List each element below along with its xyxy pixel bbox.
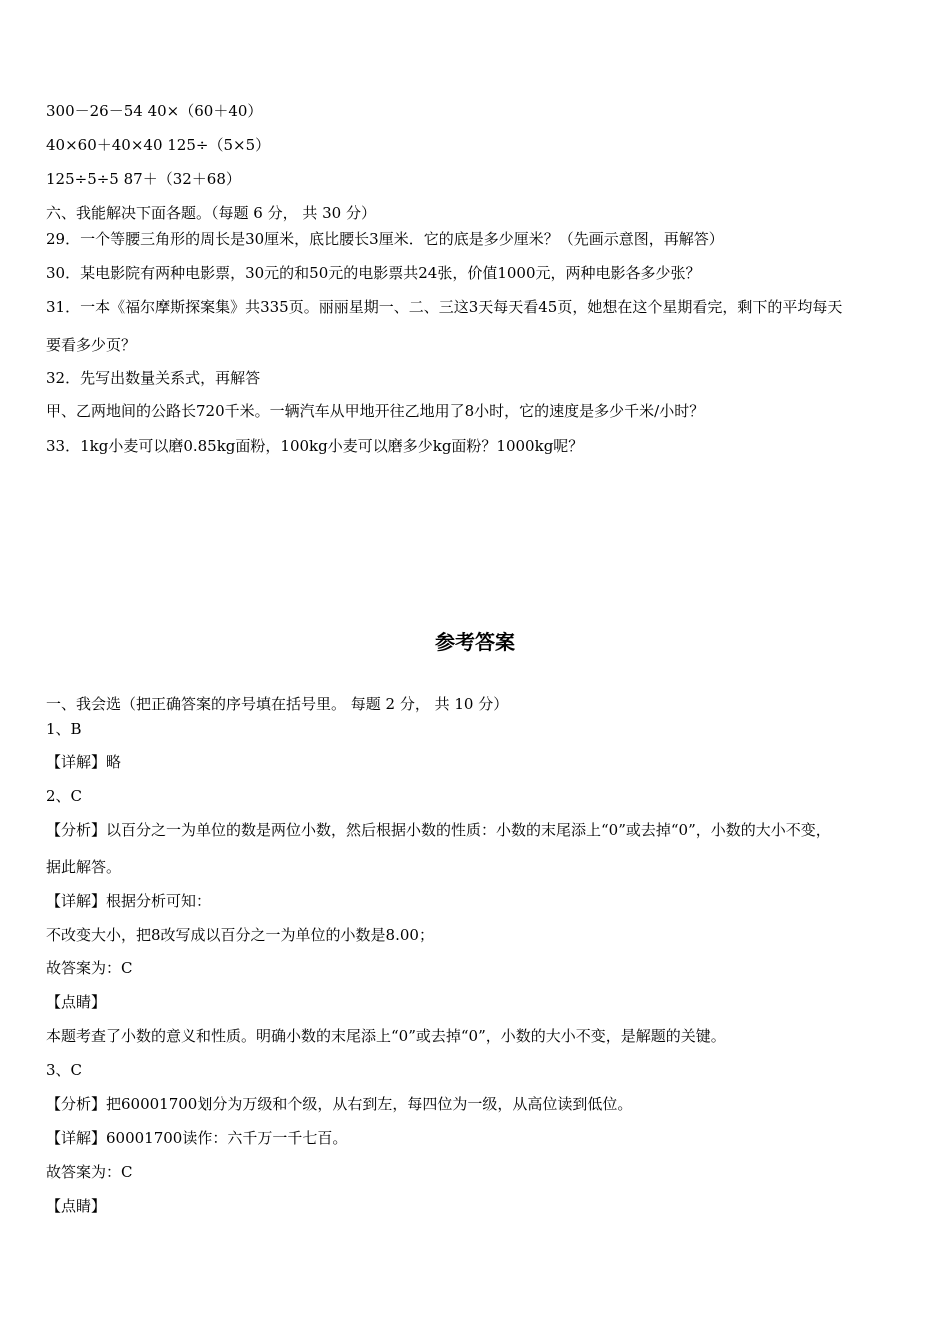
answers-section-1-heading: 一、我会选（把正确答案的序号填在括号里。 每题 2 分， 共 10 分） — [46, 695, 509, 713]
question-calc-row-3: 125÷5÷5 87＋（32＋68） — [46, 170, 241, 188]
question-32: 32．先写出数量关系式，再解答 — [46, 369, 261, 387]
question-32-body: 甲、乙两地间的公路长720千米。一辆汽车从甲地开往乙地用了8小时，它的速度是多少千米/小时？ — [46, 402, 705, 420]
answer-2-detail-body: 不改变大小，把8改写成以百分之一为单位的小数是8.00； — [46, 926, 434, 944]
question-31-line-2: 要看多少页？ — [46, 336, 137, 354]
question-33: 33．1kg小麦可以磨0.85kg面粉，100kg小麦可以磨多少kg面粉？1000kg呢？ — [46, 437, 584, 455]
question-29: 29．一个等腰三角形的周长是30厘米，底比腰长3厘米．它的底是多少厘米？（先画示意图，再解答） — [46, 230, 724, 248]
answer-2-analysis-line-2: 据此解答。 — [46, 858, 122, 876]
answer-3-detail: 【详解】60001700读作：六千万一千七百。 — [46, 1129, 348, 1147]
answer-2-conclusion: 故答案为：C — [46, 959, 133, 977]
section-6-heading: 六、我能解决下面各题。（每题 6 分， 共 30 分） — [46, 204, 376, 222]
question-30: 30．某电影院有两种电影票，30元的和50元的电影票共24张，价值1000元，两种电影各多少张？ — [46, 264, 701, 282]
answers-title: 参考答案 — [435, 630, 515, 654]
answer-2: 2、C — [46, 787, 83, 805]
answer-3-conclusion: 故答案为：C — [46, 1163, 133, 1181]
answer-2-analysis-line-1: 【分析】以百分之一为单位的数是两位小数，然后根据小数的性质：小数的末尾添上“0”或去掉“0”，小数的大小不变， — [46, 821, 831, 839]
answer-3-comment-label: 【点睛】 — [46, 1197, 107, 1215]
answer-1-detail: 【详解】略 — [46, 753, 122, 771]
answer-2-comment: 本题考查了小数的意义和性质。明确小数的末尾添上“0”或去掉“0”，小数的大小不变，是解题的关键。 — [46, 1027, 726, 1045]
question-31-line-1: 31．一本《福尔摩斯探案集》共335页。丽丽星期一、二、三这3天每天看45页，她想在这个星期看完，剩下的平均每天 — [46, 298, 843, 316]
answer-2-detail: 【详解】根据分析可知： — [46, 892, 212, 910]
answer-1: 1、B — [46, 720, 82, 738]
question-calc-row-1: 300－26－54 40×（60＋40） — [46, 102, 263, 120]
answer-2-comment-label: 【点睛】 — [46, 993, 107, 1011]
answer-3-analysis: 【分析】把60001700划分为万级和个级，从右到左，每四位为一级，从高位读到低位。 — [46, 1095, 633, 1113]
answer-3: 3、C — [46, 1061, 83, 1079]
question-calc-row-2: 40×60＋40×40 125÷（5×5） — [46, 136, 271, 154]
